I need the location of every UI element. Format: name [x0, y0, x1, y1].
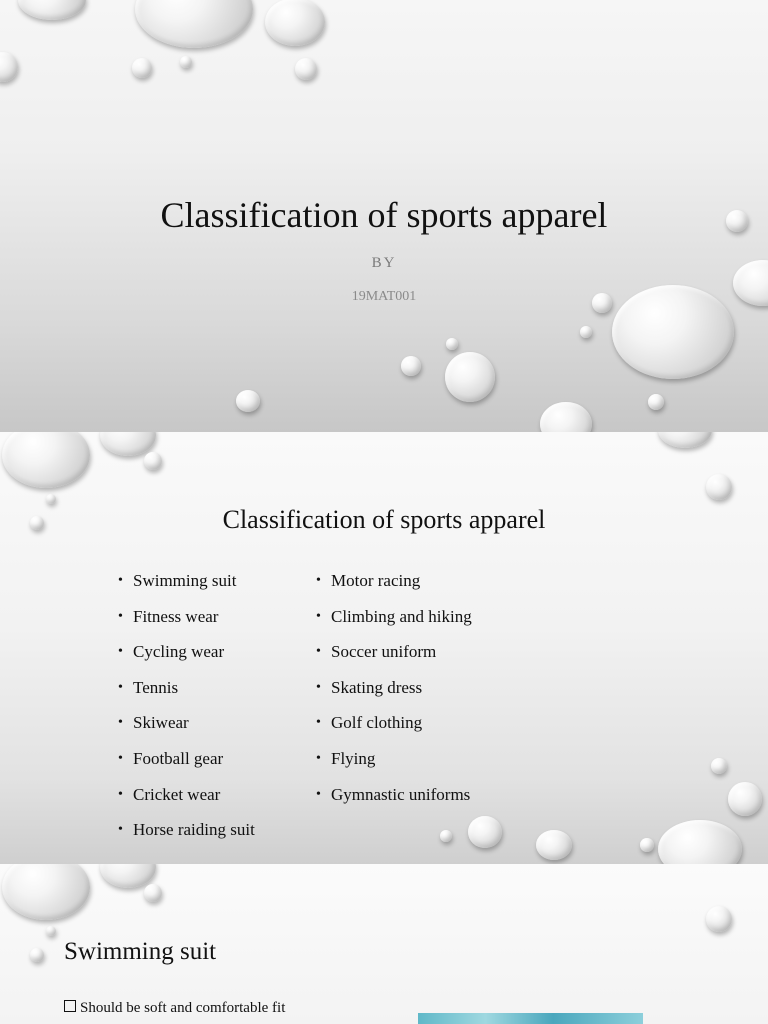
bullet-icon: •: [316, 573, 321, 588]
list-item: [118, 677, 255, 713]
list-item-text: Fitness wear: [133, 606, 219, 626]
bullet-text: Should be soft and comfortable fit: [80, 1000, 286, 1016]
water-drop: [706, 906, 732, 932]
water-drop: [640, 838, 654, 852]
water-drop: [144, 452, 162, 470]
apparel-list-left: [118, 570, 255, 855]
water-drop: [236, 390, 260, 412]
bullet-icon: •: [316, 786, 321, 802]
water-drop: [711, 758, 727, 774]
list-item: [118, 748, 255, 784]
hollow-square-icon: [64, 1000, 76, 1012]
list-item-text: Cricket wear: [133, 784, 221, 804]
bullet-icon: •: [316, 679, 321, 695]
water-drop: [728, 782, 762, 816]
water-drop: [401, 356, 421, 376]
slide-title: Classification of sports apparel: [222, 505, 546, 534]
bullet-icon: •: [316, 644, 321, 660]
water-drop: [18, 0, 86, 20]
bullet-icon: •: [118, 644, 123, 660]
list-item: [316, 712, 472, 748]
bullet-icon: •: [118, 573, 123, 588]
byline-label: BY: [371, 255, 397, 271]
water-drop: [658, 432, 712, 448]
water-drop: [706, 474, 732, 500]
author-id: 19MAT001: [351, 289, 417, 304]
water-drop: [658, 820, 742, 864]
water-drop: [540, 402, 592, 432]
list-item: [316, 677, 472, 713]
water-drop: [446, 338, 458, 350]
list-item-text: Swimming suit: [133, 571, 237, 590]
list-item: [316, 748, 472, 784]
bullet-icon: •: [118, 715, 123, 731]
bullet-icon: •: [316, 715, 321, 731]
bullet-icon: •: [118, 750, 123, 766]
list-item-text: Soccer uniform: [331, 642, 437, 662]
list-item-text: Horse raiding suit: [133, 820, 255, 840]
water-drop: [445, 352, 495, 402]
list-item: [118, 606, 255, 642]
list-item-text: Golf clothing: [331, 713, 423, 733]
water-drop: [144, 884, 162, 902]
water-drop: [440, 830, 452, 842]
list-item-text: Climbing and hiking: [331, 606, 472, 626]
water-drop: [648, 394, 664, 410]
bullet-icon: •: [118, 679, 123, 695]
slide-title: Classification of sports apparel: [160, 195, 608, 235]
title-slide[interactable]: [0, 0, 768, 432]
swimming-photo: [418, 1013, 643, 1024]
list-item: [316, 641, 472, 677]
list-item-text: Skating dress: [331, 677, 423, 697]
list-item-text: Gymnastic uniforms: [331, 784, 471, 804]
apparel-list-right: [316, 570, 472, 819]
bullet-icon: •: [118, 608, 123, 624]
list-item: [118, 712, 255, 748]
water-drop: [536, 830, 572, 860]
list-item-text: Motor racing: [331, 571, 421, 590]
water-drop: [180, 56, 192, 68]
list-item: [118, 641, 255, 677]
water-drop: [468, 816, 502, 848]
list-item-text: Tennis: [133, 677, 179, 697]
water-drop: [135, 0, 253, 48]
bullet-icon: •: [316, 750, 321, 766]
list-item-text: Cycling wear: [133, 642, 225, 662]
water-drop: [2, 864, 90, 920]
water-drop: [46, 494, 56, 504]
bullet-icon: •: [316, 608, 321, 624]
bullet-item: [64, 1000, 285, 1017]
water-drop: [2, 432, 90, 488]
list-item: [118, 784, 255, 820]
list-item: [316, 784, 472, 820]
list-item-text: Skiwear: [133, 713, 189, 733]
list-item-text: Football gear: [133, 748, 224, 768]
water-drop: [295, 58, 317, 80]
bullet-icon: •: [118, 822, 123, 838]
slide-title: Swimming suit: [64, 938, 217, 965]
water-drop: [265, 0, 325, 46]
water-drop: [132, 58, 152, 78]
water-drop: [580, 326, 592, 338]
water-drop: [46, 926, 56, 936]
water-drop: [0, 52, 18, 82]
list-item: [316, 606, 472, 642]
list-item-text: Flying: [331, 748, 376, 768]
list-item: [118, 819, 255, 855]
list-item: [316, 570, 472, 606]
bullet-icon: •: [118, 786, 123, 802]
list-item: [118, 570, 255, 606]
water-drop: [30, 948, 44, 962]
